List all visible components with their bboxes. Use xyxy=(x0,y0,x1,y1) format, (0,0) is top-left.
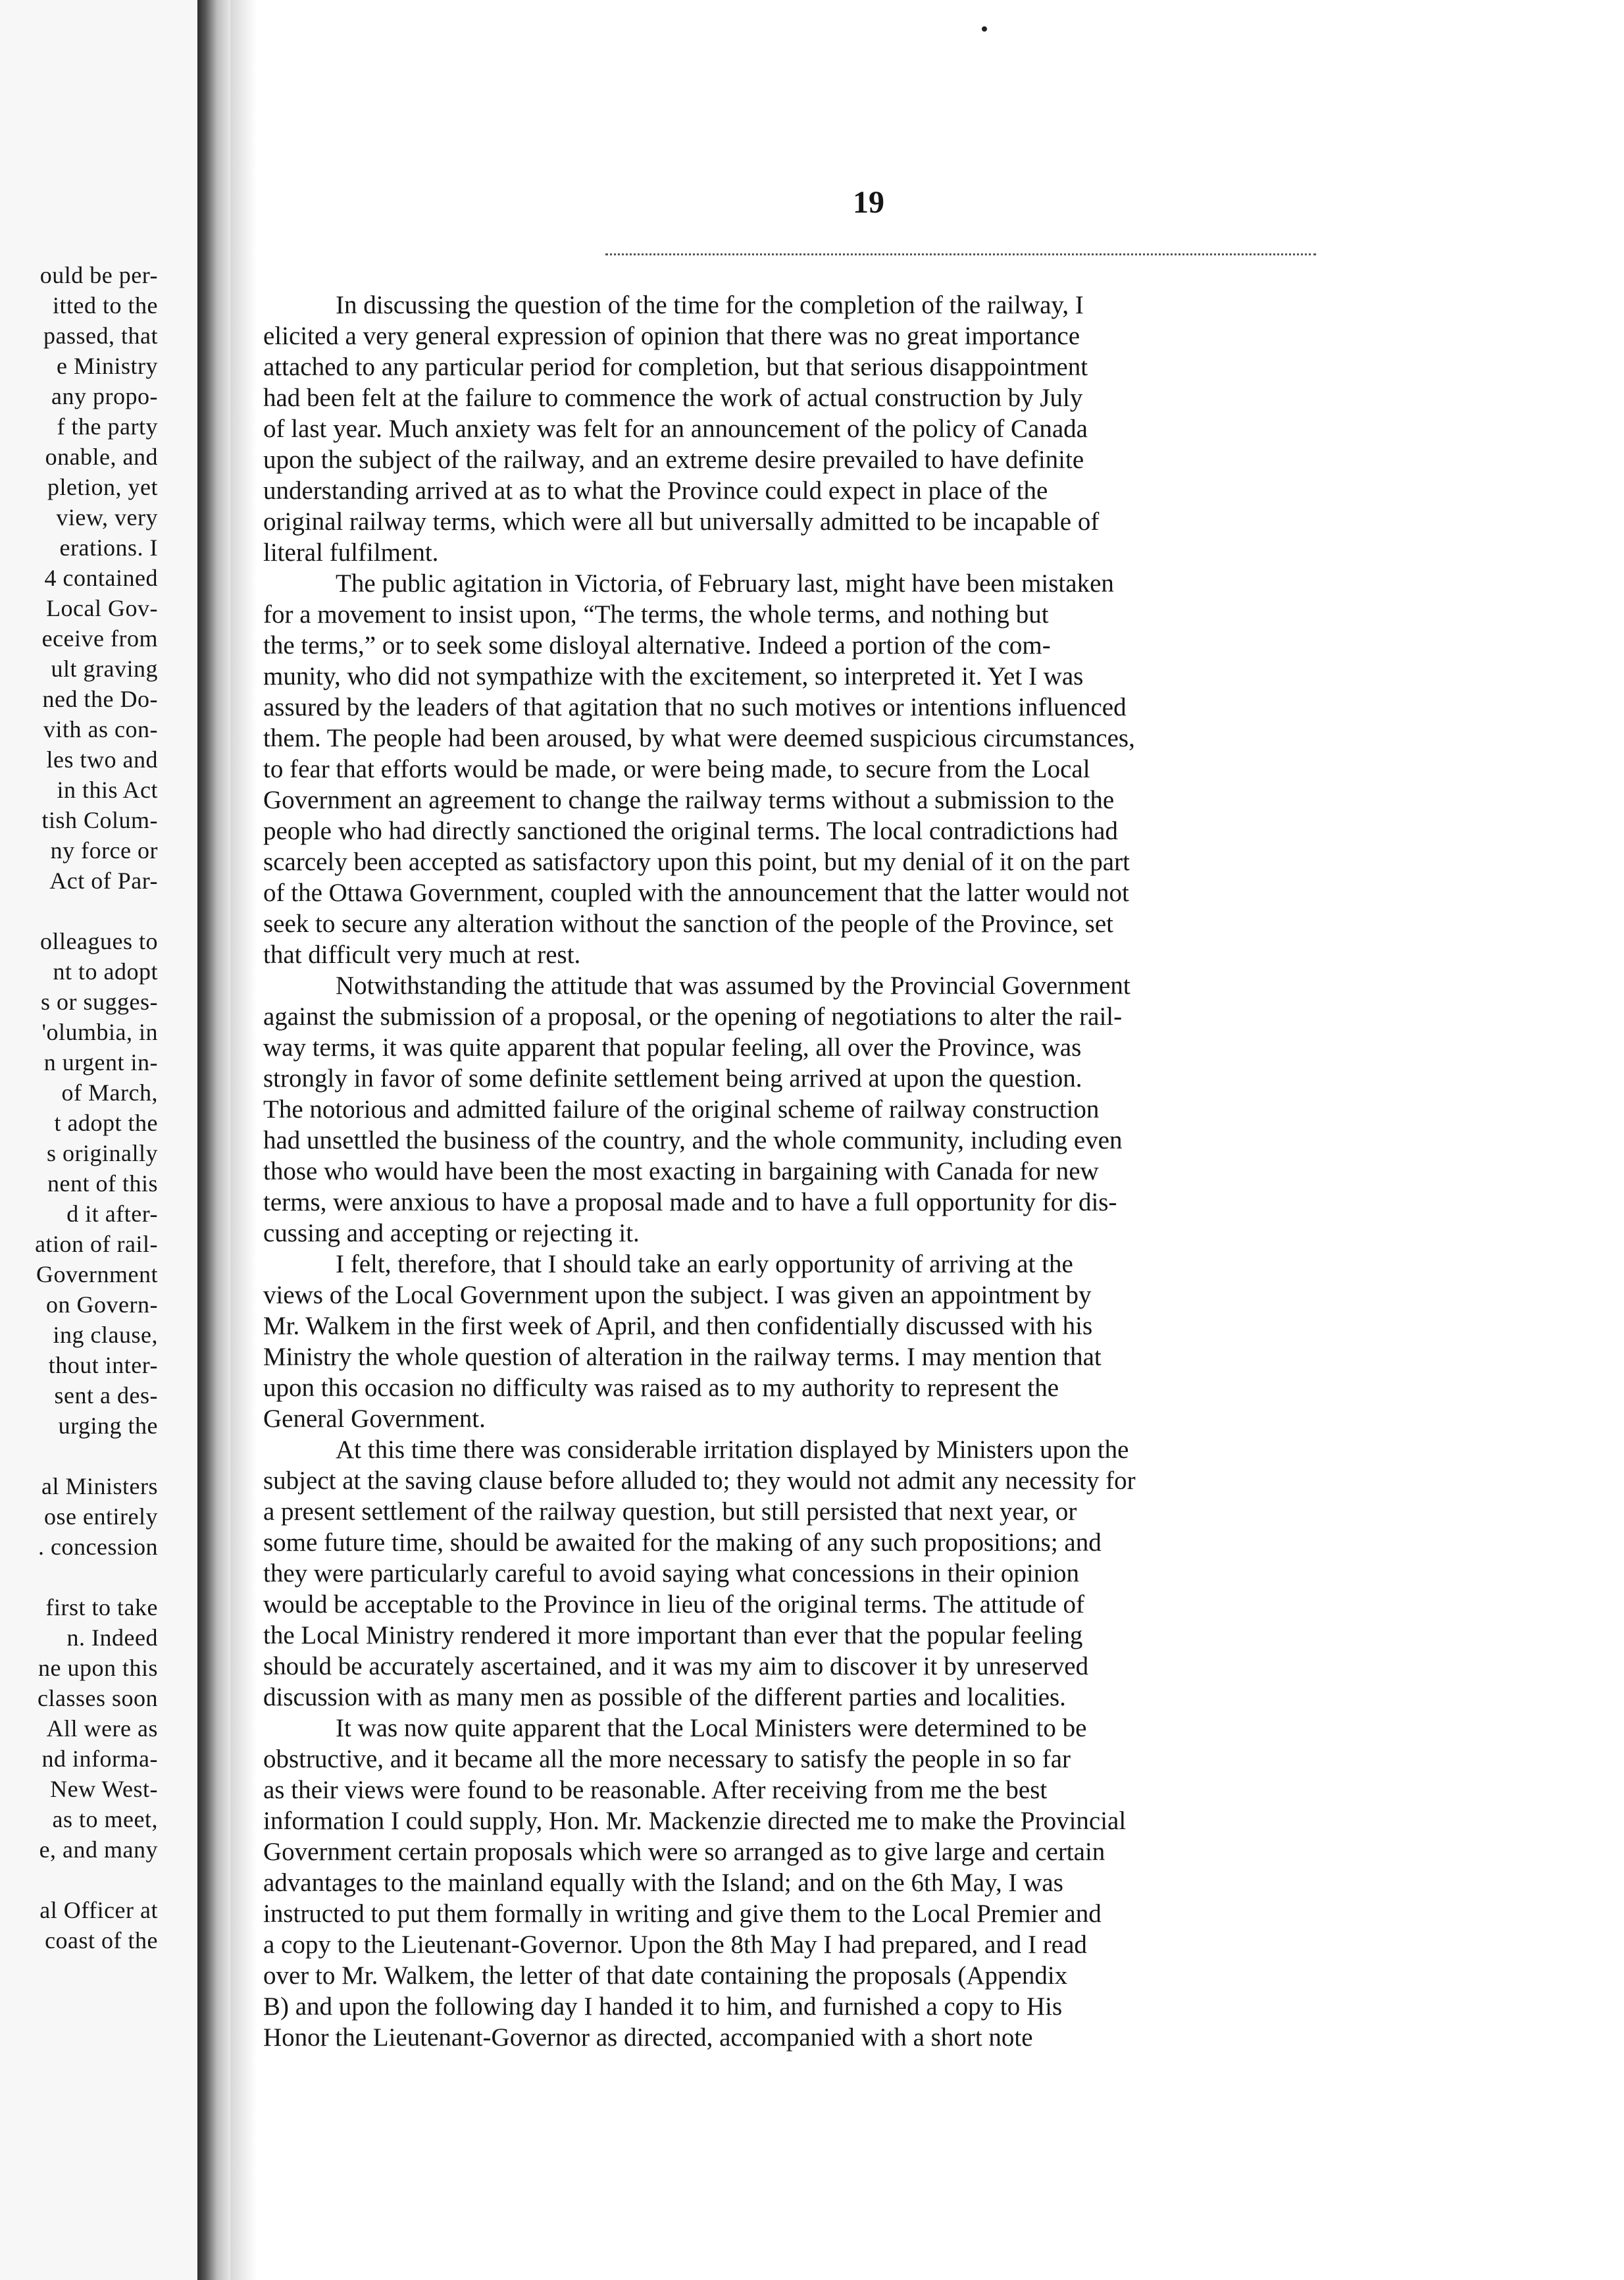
text-line: them. The people had been aroused, by what were deemed suspicious circumstances, xyxy=(263,724,1135,752)
left-page-line: vith as con- xyxy=(43,716,158,742)
text-line: a copy to the Lieutenant-Governor. Upon the 8th May I had prepared, and I read xyxy=(263,1930,1087,1959)
text-line: Notwithstanding the attitude that was assumed by the Provincial Government xyxy=(336,972,1130,1000)
text-line: of the Ottawa Government, coupled with the announcement that the latter would not xyxy=(263,879,1129,907)
text-line: instructed to put them formally in writing and give them to the Local Premier and xyxy=(263,1900,1102,1928)
text-line: people who had directly sanctioned the original terms. The local contradictions had xyxy=(263,817,1118,845)
left-page-line: ose entirely xyxy=(44,1503,158,1530)
paragraph xyxy=(263,970,1428,1249)
page-number: 19 xyxy=(853,185,884,220)
text-line: elicited a very general expression of opinion that there was no great importance xyxy=(263,322,1080,350)
left-page-line: ing clause, xyxy=(53,1322,158,1348)
text-line: upon this occasion no difficulty was raised as to my authority to represent the xyxy=(263,1374,1059,1402)
text-line: At this time there was considerable irritation displayed by Ministers upon the xyxy=(336,1436,1129,1464)
text-line: obstructive, and it became all the more necessary to satisfy the people in so far xyxy=(263,1745,1071,1773)
left-page-line: eceive from xyxy=(41,625,158,652)
text-line: It was now quite apparent that the Local Ministers were determined to be xyxy=(336,1714,1087,1742)
left-page-line: coast of the xyxy=(45,1927,158,1954)
text-line: understanding arrived at as to what the Province could expect in place of the xyxy=(263,477,1048,505)
text-line: General Government. xyxy=(263,1405,486,1433)
header-rule xyxy=(605,253,1316,255)
text-line: some future time, should be awaited for the making of any such propositions; and xyxy=(263,1528,1102,1557)
text-line: views of the Local Government upon the subject. I was given an appointment by xyxy=(263,1281,1092,1309)
text-line: way terms, it was quite apparent that popular feeling, all over the Province, was xyxy=(263,1033,1082,1062)
text-line: as their views were found to be reasonable. After receiving from me the best xyxy=(263,1776,1048,1804)
paragraph xyxy=(263,1434,1428,1713)
left-page-line: erations. I xyxy=(59,534,158,561)
left-page-line: New West- xyxy=(50,1776,158,1802)
gutter-shadow xyxy=(230,0,257,2280)
left-page-line: on Govern- xyxy=(46,1291,158,1318)
paragraph xyxy=(263,568,1428,970)
right-page xyxy=(263,0,1624,2280)
left-page-line: ult graving xyxy=(51,656,158,682)
text-line: literal fulfilment. xyxy=(263,538,439,567)
left-page-line: nent of this xyxy=(47,1170,158,1197)
left-page-line: s originally xyxy=(47,1140,158,1166)
ink-speck xyxy=(982,26,987,32)
text-line: the Local Ministry rendered it more important than ever that the popular feeling xyxy=(263,1621,1083,1649)
text-line: The public agitation in Victoria, of February last, might have been mistaken xyxy=(336,569,1114,598)
body-text xyxy=(263,290,1428,2053)
text-line: information I could supply, Hon. Mr. Mackenzie directed me to make the Provincial xyxy=(263,1807,1127,1835)
left-page-line: . concession xyxy=(38,1534,158,1560)
left-page-line: 'olumbia, in xyxy=(41,1019,158,1045)
text-line: a present settlement of the railway question, but still persisted that next year, or xyxy=(263,1497,1077,1526)
paragraph xyxy=(263,290,1428,568)
text-line: the terms,” or to seek some disloyal alternative. Indeed a portion of the com- xyxy=(263,631,1051,660)
left-page-line: al Ministers xyxy=(41,1473,158,1499)
left-page-line: sent a des- xyxy=(54,1382,158,1409)
left-page-line: view, very xyxy=(56,504,158,531)
text-line: The notorious and admitted failure of the original scheme of railway construction xyxy=(263,1095,1100,1124)
text-line: should be accurately ascertained, and it was my aim to discover it by unreserved xyxy=(263,1652,1089,1680)
left-page-line: d it after- xyxy=(66,1201,158,1227)
left-page-line: les two and xyxy=(46,746,158,773)
text-line: of last year. Much anxiety was felt for an announcement of the policy of Canada xyxy=(263,415,1088,443)
text-line: assured by the leaders of that agitation that no such motives or intentions influenced xyxy=(263,693,1127,721)
book-gutter xyxy=(197,0,230,2280)
left-page-line: urging the xyxy=(58,1412,158,1439)
left-page-line: thout inter- xyxy=(48,1352,158,1378)
text-line: Mr. Walkem in the first week of April, and then confidentially discussed with his xyxy=(263,1312,1093,1340)
left-page-line: of March, xyxy=(61,1079,158,1106)
text-line: strongly in favor of some definite settlement being arrived at upon the question. xyxy=(263,1064,1082,1093)
left-page-line: ould be per- xyxy=(39,262,158,288)
text-line: attached to any particular period for completion, but that serious disappointment xyxy=(263,353,1088,381)
paragraph xyxy=(263,1713,1428,2053)
left-page-line: ned the Do- xyxy=(42,686,158,712)
left-page-line: al Officer at xyxy=(39,1897,158,1923)
text-line: In discussing the question of the time for the completion of the railway, I xyxy=(336,291,1084,319)
text-line: subject at the saving clause before alluded to; they would not admit any necessity for xyxy=(263,1466,1136,1495)
left-page-line: s or sugges- xyxy=(41,989,158,1015)
left-page-line: itted to the xyxy=(53,292,158,319)
left-page-line: nt to adopt xyxy=(53,958,158,985)
text-line: munity, who did not sympathize with the excitement, so interpreted it. Yet I was xyxy=(263,662,1084,690)
text-line: cussing and accepting or rejecting it. xyxy=(263,1219,640,1247)
text-line: would be acceptable to the Province in lieu of the original terms. The attitude of xyxy=(263,1590,1084,1619)
text-line: had unsettled the business of the country, and the whole community, including even xyxy=(263,1126,1123,1154)
left-page-line: passed, that xyxy=(43,323,158,349)
text-line: those who would have been the most exacting in bargaining with Canada for new xyxy=(263,1157,1099,1185)
text-line: upon the subject of the railway, and an extreme desire prevailed to have definite xyxy=(263,446,1084,474)
left-page-line: as to meet, xyxy=(52,1806,158,1832)
left-page-fragment xyxy=(0,0,197,2280)
left-page-line: pletion, yet xyxy=(47,474,158,500)
left-page-line: 4 contained xyxy=(44,565,158,591)
paragraph xyxy=(263,1249,1428,1434)
left-page-line: n. Indeed xyxy=(66,1624,158,1651)
left-page-line: All were as xyxy=(46,1715,158,1742)
left-page-line: in this Act xyxy=(57,777,158,803)
left-page-line: e, and many xyxy=(39,1836,158,1863)
text-line: Honor the Lieutenant-Governor as directed, accompanied with a short note xyxy=(263,2023,1033,2052)
left-page-line: Local Gov- xyxy=(46,595,158,621)
left-page-line: classes soon xyxy=(38,1685,158,1711)
text-line: seek to secure any alteration without the sanction of the people of the Province, set xyxy=(263,910,1114,938)
left-page-line: olleagues to xyxy=(40,928,158,954)
text-line: for a movement to insist upon, “The terms, the whole terms, and nothing but xyxy=(263,600,1049,629)
text-line: discussion with as many men as possible of the different parties and localities. xyxy=(263,1683,1066,1711)
left-page-line: Government xyxy=(36,1261,158,1287)
text-line: Government an agreement to change the railway terms without a submission to the xyxy=(263,786,1115,814)
text-line: had been felt at the failure to commence the work of actual construction by July xyxy=(263,384,1083,412)
text-line: they were particularly careful to avoid saying what concessions in their opinion xyxy=(263,1559,1080,1588)
text-line: terms, were anxious to have a proposal made and to have a full opportunity for dis- xyxy=(263,1188,1117,1216)
text-line: B) and upon the following day I handed it to him, and furnished a copy to His xyxy=(263,1992,1063,2021)
left-page-line: e Ministry xyxy=(57,353,158,379)
text-line: to fear that efforts would be made, or were being made, to secure from the Local xyxy=(263,755,1090,783)
left-page-line: t adopt the xyxy=(54,1110,158,1136)
left-page-line: Act of Par- xyxy=(49,868,158,894)
text-line: against the submission of a proposal, or the opening of negotiations to alter the rail- xyxy=(263,1002,1123,1031)
left-page-line: onable, and xyxy=(45,444,158,470)
text-line: over to Mr. Walkem, the letter of that date containing the proposals (Appendix xyxy=(263,1961,1068,1990)
text-line: Ministry the whole question of alteration in the railway terms. I may mention that xyxy=(263,1343,1102,1371)
left-page-line: n urgent in- xyxy=(43,1049,158,1075)
text-line: scarcely been accepted as satisfactory upon this point, but my denial of it on the part xyxy=(263,848,1130,876)
left-page-line: first to take xyxy=(45,1594,158,1620)
text-line: original railway terms, which were all but universally admitted to be incapable of xyxy=(263,507,1100,536)
left-page-line: any propo- xyxy=(51,383,158,409)
left-page-line: ation of rail- xyxy=(35,1231,158,1257)
left-page-line: tish Colum- xyxy=(41,807,158,833)
left-page-line: ny force or xyxy=(50,837,158,864)
left-page-line: f the party xyxy=(57,413,158,440)
left-page-line: nd informa- xyxy=(41,1746,158,1772)
text-line: advantages to the mainland equally with the Island; and on the 6th May, I was xyxy=(263,1869,1063,1897)
left-page-line: ne upon this xyxy=(38,1655,158,1681)
text-line: Government certain proposals which were so arranged as to give large and certain xyxy=(263,1838,1105,1866)
text-line: that difficult very much at rest. xyxy=(263,941,581,969)
text-line: I felt, therefore, that I should take an early opportunity of arriving at the xyxy=(336,1250,1073,1278)
